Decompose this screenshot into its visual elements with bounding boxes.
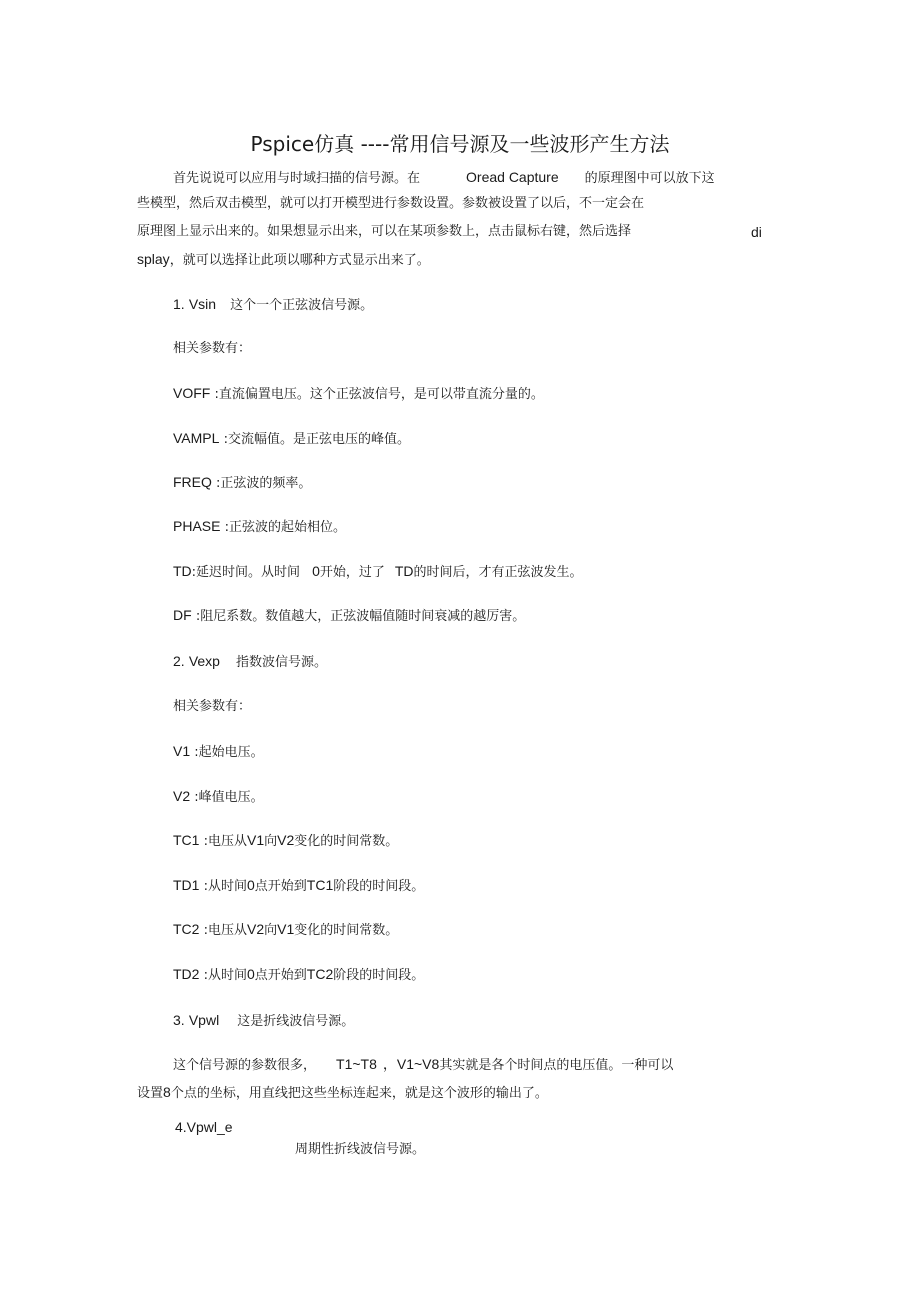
software-name: Oread Capture (466, 169, 559, 185)
param-phase (173, 517, 346, 537)
params-label: 相关参数有： (173, 341, 252, 356)
intro-text: 首先说说可以应用与时域扫描的信号源。在 (173, 171, 421, 186)
param-tc2 (173, 920, 398, 940)
param-freq (173, 473, 311, 493)
source-name: Vpwl (188, 1012, 220, 1028)
param-tc1 (173, 831, 398, 851)
param-desc: 阶段的时间段。 (333, 968, 425, 983)
section-3-heading (173, 1011, 354, 1031)
param-name: V2 (173, 788, 191, 804)
intro-line-1 (173, 168, 715, 188)
intro-line-3-end (751, 223, 762, 241)
para-text: 这个信号源的参数很多， (173, 1058, 317, 1073)
param-range: ，V1~V8 (382, 1056, 440, 1072)
param-desc: :交流幅值。是正弦电压的峰值。 (223, 432, 410, 447)
param-desc: :峰值电压。 (194, 790, 264, 805)
param-desc: :从时间 (203, 968, 247, 983)
param-df (173, 606, 525, 626)
param-desc: :直流偏置电压。这个正弦波信号，是可以带直流分量的。 (214, 387, 544, 402)
param-value: 8 (163, 1084, 171, 1100)
section-4-heading (175, 1118, 233, 1136)
intro-text: 的原理图中可以放下这 (584, 171, 715, 186)
param-value: 0 (246, 966, 255, 982)
source-name: Vexp (188, 653, 220, 669)
title-text: Pspice仿真 ----常用信号源及一些波形产生方法 (250, 132, 670, 156)
section-3-para-line-2 (137, 1083, 548, 1103)
intro-text: 原理图上显示出来的。如果想显示出来，可以在某项参数上，点击鼠标右键，然后选择 (137, 224, 632, 239)
section-desc: 周期性折线波信号源。 (295, 1142, 426, 1157)
param-td2 (173, 965, 424, 985)
param-desc: 的时间后，才有正弦波发生。 (413, 565, 583, 580)
param-value: V1 (246, 832, 265, 848)
param-desc: :正弦波的频率。 (216, 476, 312, 491)
para-text: 设置 (137, 1086, 164, 1101)
section-1-heading (173, 295, 373, 315)
param-name: DF (173, 607, 192, 623)
param-name: TC2 (173, 921, 200, 937)
source-name: 4.Vpwl_e (175, 1119, 233, 1135)
param-desc: 变化的时间常数。 (294, 834, 399, 849)
param-name: PHASE (173, 518, 221, 534)
section-desc: 这个一个正弦波信号源。 (230, 298, 374, 313)
intro-line-4 (137, 250, 430, 270)
param-name: VAMPL (173, 430, 220, 446)
param-desc: :阻尼系数。数值越大，正弦波幅值随时间衰减的越厉害。 (195, 609, 526, 624)
param-desc: :延迟时间。从时间 (191, 565, 301, 580)
param-desc: :正弦波的起始相位。 (224, 520, 346, 535)
param-value: 0 (246, 877, 255, 893)
param-desc: 阶段的时间段。 (333, 879, 425, 894)
param-range: T1~T8 (336, 1056, 377, 1072)
param-desc: 点开始到 (254, 968, 307, 983)
section-2-params-label (173, 698, 251, 716)
intro-line-3 (137, 223, 631, 241)
intro-text: di (751, 224, 762, 240)
section-3-para-line-1 (173, 1055, 673, 1075)
section-number: 1. (173, 296, 185, 312)
intro-text: 些模型，然后双击模型，就可以打开模型进行参数设置。参数被设置了以后，不一定会在 (137, 196, 645, 211)
param-value: TC1 (306, 877, 334, 893)
intro-text: splay (137, 251, 170, 267)
para-text: 个点的坐标，用直线把这些坐标连起来，就是这个波形的输出了。 (170, 1086, 548, 1101)
param-name: TD (173, 563, 192, 579)
param-v1 (173, 742, 264, 762)
param-vampl (173, 429, 410, 449)
section-1-params-label (173, 340, 251, 358)
intro-text: ，就可以选择让此项以哪种方式显示出来了。 (169, 253, 430, 268)
param-td (173, 562, 583, 582)
param-desc: 点开始到 (254, 879, 307, 894)
param-value: TD (394, 563, 414, 579)
param-td1 (173, 876, 424, 896)
section-number: 3. (173, 1012, 185, 1028)
param-desc: :起始电压。 (194, 745, 264, 760)
param-desc: 开始，过了 (319, 565, 385, 580)
param-v2 (173, 787, 264, 807)
param-name: TC1 (173, 832, 200, 848)
section-2-heading (173, 652, 327, 672)
param-name: VOFF (173, 385, 211, 401)
param-name: TD2 (173, 966, 200, 982)
param-desc: :电压从 (203, 834, 247, 849)
param-value: V1 (277, 921, 295, 937)
params-label: 相关参数有： (173, 699, 252, 714)
section-desc: 指数波信号源。 (235, 655, 327, 670)
param-value: 0 (312, 563, 320, 579)
param-voff (173, 384, 544, 404)
section-desc: 这是折线波信号源。 (237, 1014, 355, 1029)
param-desc: :电压从 (203, 923, 247, 938)
para-text: 其实就是各个时间点的电压值。一种可以 (439, 1058, 674, 1073)
param-desc: 向 (264, 834, 278, 849)
source-name: Vsin (188, 296, 217, 312)
param-desc: 向 (264, 923, 278, 938)
param-name: TD1 (173, 877, 200, 893)
param-value: V2 (246, 921, 265, 937)
section-number: 2. (173, 653, 185, 669)
param-name: V1 (173, 743, 191, 759)
param-desc: 变化的时间常数。 (294, 923, 399, 938)
param-desc: :从时间 (203, 879, 247, 894)
param-value: TC2 (306, 966, 334, 982)
param-value: V2 (277, 832, 295, 848)
intro-line-2 (137, 195, 644, 213)
param-name: FREQ (173, 474, 212, 490)
section-4-desc (295, 1141, 425, 1159)
document-title (0, 130, 920, 158)
